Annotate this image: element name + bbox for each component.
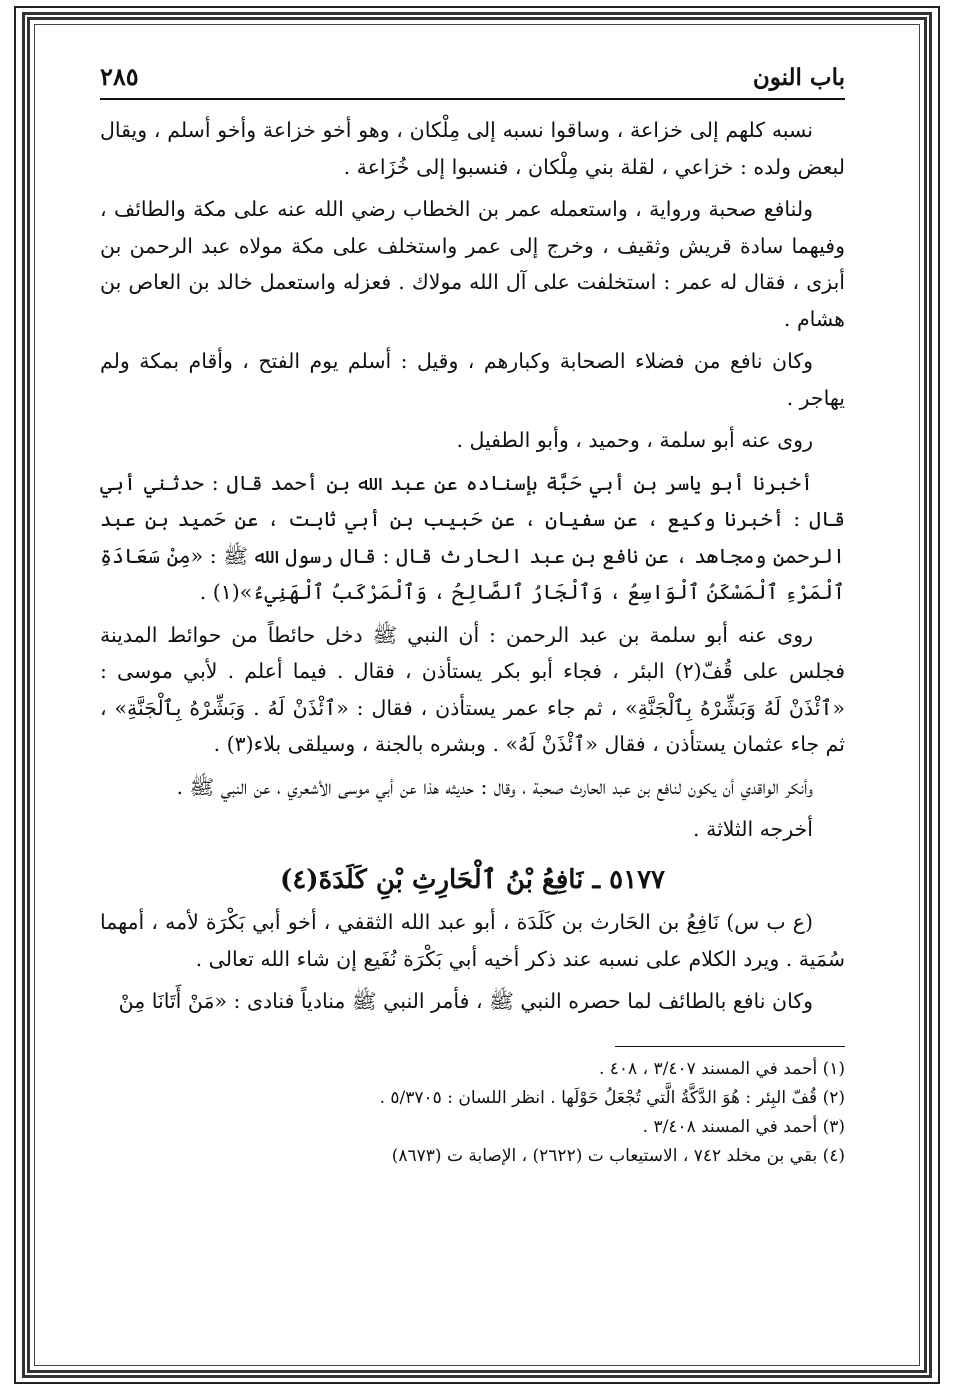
chapter-title: باب النون bbox=[752, 64, 845, 91]
footnote: (٣) أحمد في المسند ٣/٤٠٨ . bbox=[642, 1116, 845, 1137]
paragraph: (ع ب س) نَافِعُ بن الحَارث بن كَلَدَة ، أبو عبد الله الثقفي ، أخو أبي بَكْرَة لأمه ، أمهما سُمَية . ويرد الكلام على نسبه عند ذكر أخيه أبي بَكْرَة نُفَيع إن شاء الله تعالى . bbox=[100, 910, 845, 971]
paragraph: روى عنه أبو سلمة ، وحميد ، وأبو الطفيل . bbox=[456, 428, 813, 452]
main-text bbox=[100, 112, 845, 1020]
footnote: (٤) بقي بن مخلد ٧٤٢ ، الاستيعاب ت (٢٦٢٢) ، الإصابة ت (٨٦٧٣) bbox=[391, 1145, 845, 1166]
paragraph: نسبه كلهم إلى خزاعة ، وساقوا نسبه إلى مِلْكان ، وهو أخو خزاعة وأخو أسلم ، ويقال لبعض ولده : خزاعي ، لقلة بني مِلْكان ، فنسبوا إلى خُزَاعة . bbox=[100, 118, 845, 179]
paragraph: روى عنه أبو سلمة بن عبد الرحمن : أن النبي ﷺ دخل حائطاً من حوائط المدينة فجلس على قُفّ(٢) البئر ، فجاء أبو بكر يستأذن ، فقال . فيما أعلم . لأبي موسى : «ٱئْذَنْ لَهُ وَبَشِّرْهُ بِٱلْجَنَّةِ» ، ثم جاء عمر يستأذن ، فقال : «ٱئْذَنْ لَهُ . وَبَشِّرْهُ بِٱلْجَنَّةِ» ، ثم جاء عثمان يستأذن ، فقال «ٱئْذَنْ لَهُ» . وبشره بالجنة ، وسيلقى بلاء(٣) . bbox=[100, 622, 845, 756]
paragraph: وكان نافع بالطائف لما حصره النبي ﷺ ، فأمر النبي ﷺ منادياً فنادى : «مَنْ أَتَانَا مِنْ bbox=[118, 989, 813, 1013]
footnotes bbox=[100, 1055, 845, 1171]
footnote: (٢) قُفّ البِئر : هُوَ الدَّكَّةُ الَّتي تُجْعَلُ حَوْلَها . انظر اللسان : ٥/٣٧٠٥ . bbox=[379, 1087, 845, 1108]
footnote: (١) أحمد في المسند ٣/٤٠٧ ، ٤٠٨ . bbox=[598, 1058, 845, 1079]
page-number: ٢٨٥ bbox=[100, 62, 139, 91]
paragraph: أخبرنا أبو ياسر بن أبي حَبَّة بإسناده عن عبد الله بن أحمد قال : حدثني أبي قال : أخبرنا وكيع ، عن سفيان ، عن حَبيب بن أبي ثابت ، عن حَميد بن عبد الرحمن ومجاهد ، عن نافع بن عبد الحارث قال : قال رسول الله ﷺ : «مِنْ سَعَادَةِ ٱلْمَرْءِ ٱلْمَسْكَنُ ٱلْوَاسِعُ ، وَٱلْجَارُ ٱلصَّالِحُ ، وَٱلْمَرْكَبُ ٱلْهَنِيءُ»(١) . bbox=[100, 470, 845, 604]
page-content bbox=[100, 60, 845, 1171]
paragraph: وأنكر الواقدي أن يكون لنافع بن عبد الحارث صحبة ، وقال : حديثه هذا عن أبي موسى الأشعري ، عن النبي ﷺ . bbox=[176, 774, 813, 799]
paragraph: ولنافع صحبة ورواية ، واستعمله عمر بن الخطاب رضي الله عنه على مكة والطائف ، وفيهما سادة قريش وثقيف ، وخرج إلى عمر واستخلف على مكة مولاه عبد الرحمن بن أبزى ، فقال له عمر : استخلفت على آل الله مولاك . فعزله واستعمل خالد بن العاص بن هشام . bbox=[100, 197, 845, 331]
page-header bbox=[100, 60, 845, 100]
paragraph: أخرجه الثلاثة . bbox=[693, 817, 813, 841]
footnote-separator bbox=[615, 1046, 845, 1047]
paragraph: وكان نافع من فضلاء الصحابة وكبارهم ، وقيل : أسلم يوم الفتح ، وأقام بمكة ولم يهاجر . bbox=[100, 349, 845, 410]
entry-heading: ٥١٧٧ ـ نَافِعُ بْنُ ٱلْحَارِثِ بْنِ كَلَدَةَ(٤) bbox=[280, 864, 665, 895]
